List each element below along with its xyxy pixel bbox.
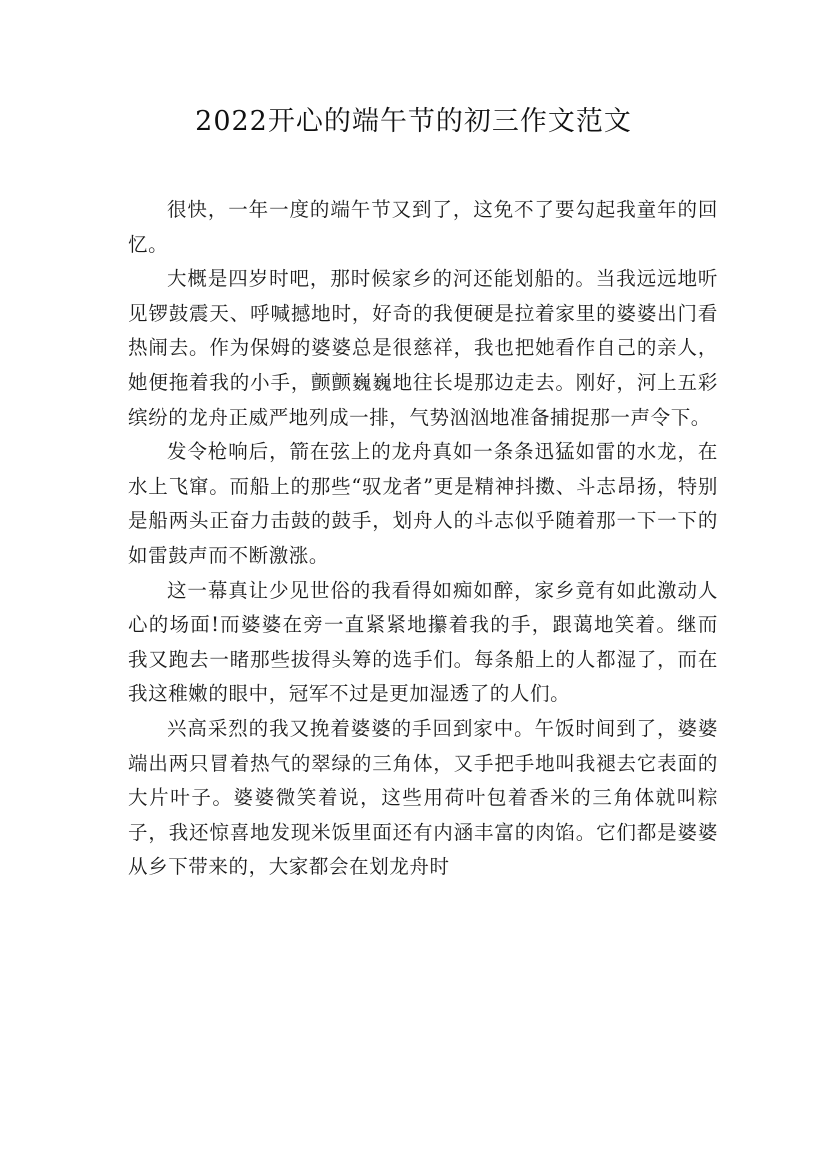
- paragraph-1: 很快，一年一度的端午节又到了，这免不了要勾起我童年的回忆。: [128, 198, 718, 256]
- paragraph-4: 这一幕真让少见世俗的我看得如痴如醉，家乡竟有如此激动人心的场面!而婆婆在旁一直紧紧地攥着我的手，跟蔼地笑着。继而我又跑去一睹那些拔得头筹的选手们。每条船上的人都湿了，而在我这稚嫩的眼中，冠军不过是更加湿透了的人们。: [128, 578, 718, 706]
- paragraph-3: 发令枪响后，箭在弦上的龙舟真如一条条迅猛如雷的水龙，在水上飞窜。而船上的那些“驭龙者”更是精神抖擞、斗志昂扬，特别是船两头正奋力击鼓的鼓手，划舟人的斗志似乎随着那一下一下的如雷鼓声而不断激涨。: [128, 440, 718, 567]
- document-title: 2022开心的端午节的初三作文范文: [195, 106, 632, 137]
- document-body: [128, 193, 718, 885]
- paragraph-5: 兴高采烈的我又挽着婆婆的手回到家中。午饭时间到了，婆婆端出两只冒着热气的翠绿的三角体，又手把手地叫我褪去它表面的大片叶子。婆婆微笑着说，这些用荷叶包着香米的三角体就叫粽子，我还惊喜地发现米饭里面还有内涵丰富的肉馅。它们都是婆婆从乡下带来的，大家都会在划龙舟时: [128, 716, 718, 879]
- paragraph-2: 大概是四岁时吧，那时候家乡的河还能划船的。当我远远地听见锣鼓震天、呼喊撼地时，好奇的我便硬是拉着家里的婆婆出门看热闹去。作为保姆的婆婆总是很慈祥，我也把她看作自己的亲人，她便拖着我的小手，颤颤巍巍地往长堤那边走去。刚好，河上五彩缤纷的龙舟正威严地列成一排，气势汹汹地准备捕捉那一声令下。: [128, 267, 718, 429]
